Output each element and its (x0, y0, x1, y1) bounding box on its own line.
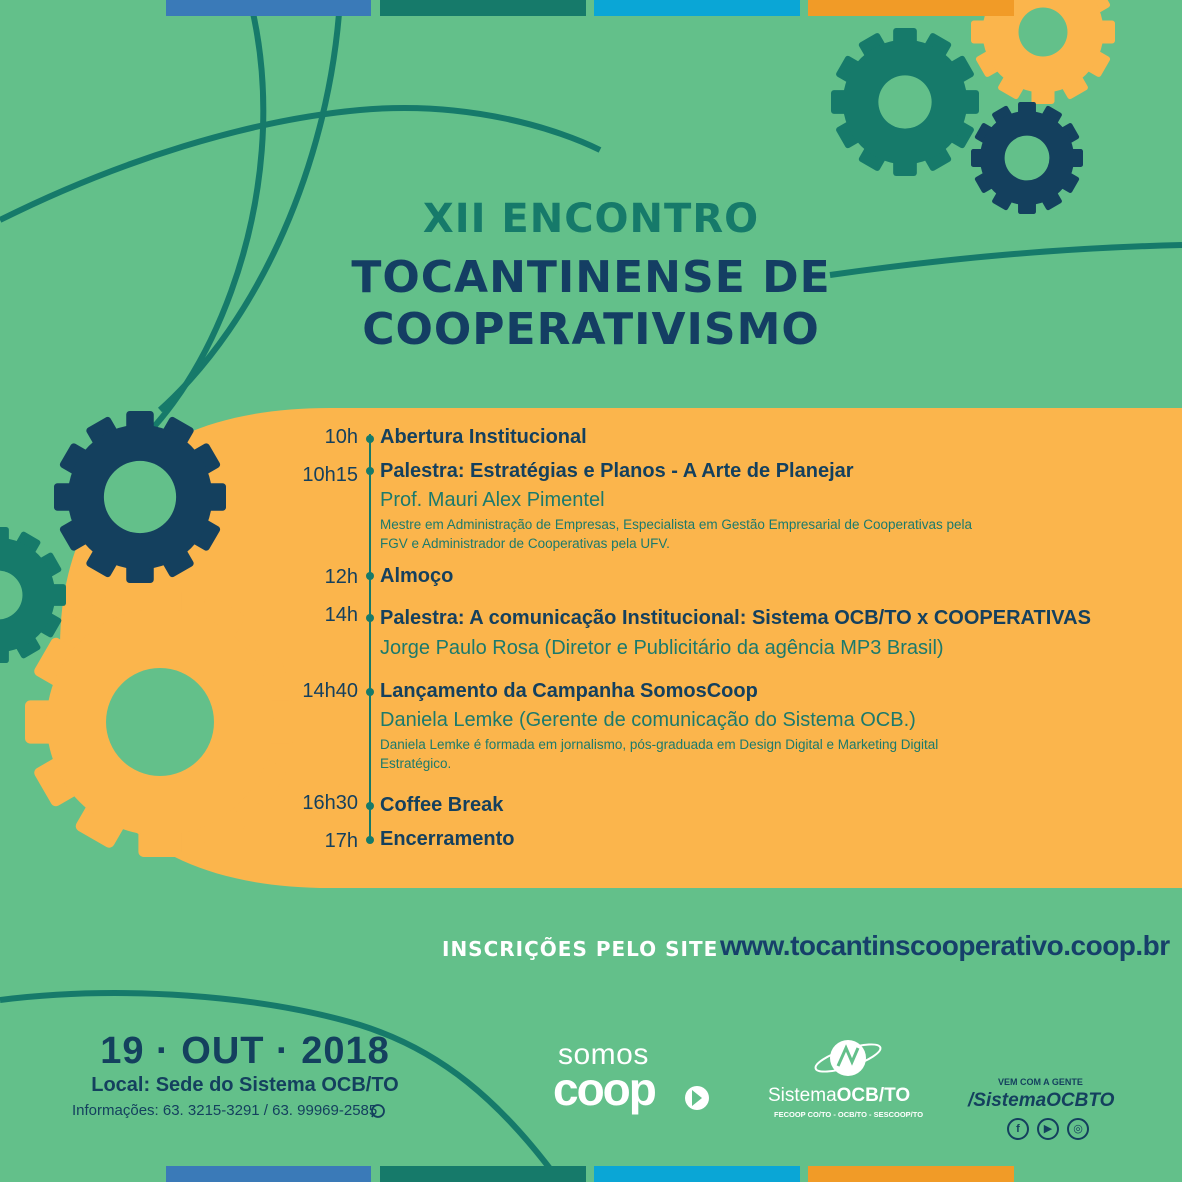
schedule-title: Coffee Break (380, 794, 504, 816)
timeline-dot (366, 802, 374, 810)
event-title-line2: TOCANTINENSE DE (351, 252, 831, 303)
schedule-speaker: Jorge Paulo Rosa (Diretor e Publicitário da agência MP3 Brasil) (380, 637, 944, 659)
event-contact-info: Informações: 63. 3215-3291 / 63. 99969-2585 (72, 1102, 378, 1119)
schedule-time: 10h (324, 426, 358, 448)
instagram-icon[interactable]: ◎ (1067, 1118, 1089, 1140)
top-stripe-orange (808, 0, 1014, 16)
event-date: 19 · OUT · 2018 (100, 1030, 390, 1072)
schedule-time: 12h (324, 566, 358, 588)
event-location: Local: Sede do Sistema OCB/TO (91, 1074, 399, 1096)
schedule-time: 17h (324, 830, 358, 852)
schedule-title: Lançamento da Campanha SomosCoop (380, 680, 758, 702)
timeline-dot (366, 572, 374, 580)
bottom-stripe-orange (808, 1166, 1014, 1182)
schedule-description: Mestre em Administração de Empresas, Especialista em Gestão Empresarial de Cooperativas pela FGV e Administrador de Cooperativas pela UFV. (380, 517, 973, 551)
timeline-line (369, 434, 371, 842)
youtube-icon[interactable]: ▶ (1037, 1118, 1059, 1140)
sistema-ocb-logo-subtitle: FECOOP CO/TO - OCB/TO - SESCOOP/TO (774, 1110, 924, 1119)
schedule-title: Palestra: Estratégias e Planos - A Arte de Planejar (380, 460, 854, 482)
top-stripe-blue (166, 0, 371, 16)
ocb-emblem-icon (813, 1039, 883, 1077)
timeline-dot (366, 688, 374, 696)
sistema-suffix: OCB/TO (836, 1085, 911, 1106)
top-stripe-cyan (594, 0, 800, 16)
timeline-dot (366, 614, 374, 622)
timeline-dot (366, 435, 374, 443)
schedule-title: Encerramento (380, 828, 515, 850)
sistema-prefix: Sistema (768, 1085, 837, 1106)
timeline-dot (366, 836, 374, 844)
schedule-title: Almoço (380, 565, 454, 587)
schedule-description: Daniela Lemke é formada em jornalismo, pós-graduada em Design Digital e Marketing Digital Estratégico. (380, 737, 939, 771)
schedule-speaker: Daniela Lemke (Gerente de comunicação do Sistema OCB.) (380, 709, 916, 731)
timeline-dot (366, 467, 374, 475)
somos-coop-logo-somos: somos (558, 1038, 649, 1071)
schedule-time: 14h40 (302, 680, 358, 702)
top-stripe-green (380, 0, 586, 16)
bottom-stripe-cyan (594, 1166, 800, 1182)
bottom-stripe-blue (166, 1166, 371, 1182)
gear-icon (831, 28, 979, 176)
event-title-line1: XII ENCONTRO (422, 196, 760, 242)
bottom-stripe-green (380, 1166, 586, 1182)
schedule-title: Abertura Institucional (380, 426, 587, 448)
social-handle[interactable]: /SistemaOCBTO (968, 1090, 1115, 1111)
registration-label: INSCRIÇÕES PELO SITE (442, 937, 719, 961)
sistema-ocb-logo-name (768, 1085, 910, 1107)
coop-arrow-icon (685, 1086, 709, 1110)
registration-site-link[interactable]: www.tocantinscooperativo.coop.br (720, 930, 1170, 961)
schedule-title: Palestra: A comunicação Institucional: Sistema OCB/TO x COOPERATIVAS (380, 607, 1091, 629)
schedule-time: 16h30 (302, 792, 358, 814)
somos-coop-logo-coop: coop (553, 1063, 655, 1115)
schedule-speaker: Prof. Mauri Alex Pimentel (380, 489, 605, 511)
social-tagline: VEM COM A GENTE (998, 1077, 1083, 1087)
schedule-time: 14h (324, 604, 358, 626)
facebook-icon[interactable]: f (1007, 1118, 1029, 1140)
schedule-time: 10h15 (302, 464, 358, 486)
event-title-line3: COOPERATIVISMO (362, 304, 820, 355)
